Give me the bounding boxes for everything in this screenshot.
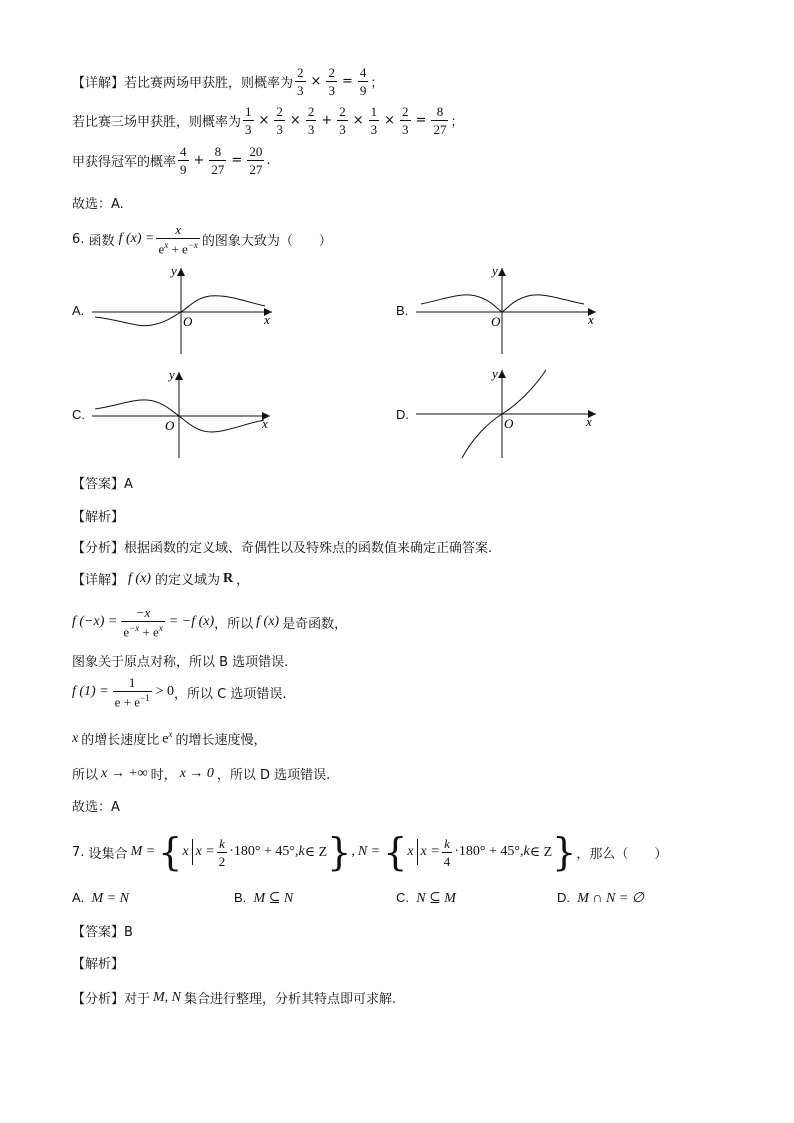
question-7: 7. 设集合 M = { x x = $\frac{k}{2}$ ·180° + 45°, k ∈ Z } , N = { x x = $\frac{k}{4}$ ·180° + 45°, k ∈ Z } ，那么（ ） — [72, 830, 668, 874]
sym-line: 图象关于原点对称，所以 B 选项错误. — [72, 655, 289, 670]
graph-option-b[interactable] — [416, 262, 606, 356]
option-c-label[interactable]: C. — [72, 407, 85, 422]
limit-line: 所以 x → +∞ 时， x → 0 ，所以 D 选项错误. — [72, 765, 331, 783]
svg-text:O: O — [165, 418, 175, 433]
question-6: 6. 函数 f (x) = $\frac{x}{e^x + e^{-x}}$ 的图象大致为（ ） — [72, 222, 332, 257]
answer-7: 【答案】B — [72, 925, 133, 940]
detail-line-1: 【详解】 若比赛两场甲获胜，则概率为 $\frac{2}{3}$ × $\frac{2}{3}$ = $\frac{4}{9}$ ； — [72, 65, 384, 98]
fenxi-6: 【分析】根据函数的定义域、奇偶性以及特殊点的函数值来确定正确答案. — [72, 541, 493, 556]
xiangjie-6: 【详解】 f (x) 的定义域为 R ， — [72, 570, 250, 588]
graph-option-a[interactable] — [92, 262, 282, 356]
q7-option-d[interactable]: D. M ∩ N = ∅ — [557, 890, 644, 906]
svg-text:x: x — [588, 312, 594, 327]
odd-line: f (−x) = $\frac{-x}{e^{-x} + e^x}$ = −f (x) ，所以 f (x) 是奇函数， — [72, 605, 348, 640]
fraction: $\frac{2}{3}$ — [328, 65, 335, 98]
q7-option-a[interactable]: A. M = N — [72, 890, 129, 906]
svg-text:O: O — [491, 314, 501, 329]
option-a-label[interactable]: A. — [72, 303, 85, 318]
analysis-7: 【解析】 — [72, 957, 125, 972]
fraction: $\frac{2}{3}$ — [297, 65, 304, 98]
fraction: $\frac{x}{e^x + e^{-x}}$ — [158, 222, 198, 257]
fraction: $\frac{4}{9}$ — [359, 65, 367, 98]
choice-line: 故选：A. — [72, 197, 124, 212]
svg-text:y: y — [169, 367, 175, 382]
q7-option-c[interactable]: C. N ⊆ M — [396, 890, 456, 906]
choice-6: 故选：A — [72, 800, 120, 815]
q7-option-b[interactable]: B. M ⊆ N — [234, 890, 294, 906]
option-d-label[interactable]: D. — [396, 407, 409, 422]
svg-text:O: O — [183, 314, 193, 329]
detail-line-2: 若比赛三场甲获胜，则概率为 $\frac{1}{3}$ × $\frac{2}{3}$ × $\frac{2}{3}$ + $\frac{2}{3}$ × $\frac{1}{3}$ × $\frac{2}{3}$ = $\frac{8}{27}$ ； — [72, 104, 464, 137]
svg-text:y: y — [492, 263, 498, 278]
graph-option-c[interactable] — [92, 366, 282, 460]
graph-option-d[interactable] — [416, 366, 606, 460]
growth-line: x 的增长速度比 $e^x$ 的增长速度慢， — [72, 729, 267, 748]
svg-text:y: y — [171, 263, 177, 278]
detail-line-3: 甲获得冠军的概率 $\frac{4}{9}$ + $\frac{8}{27}$ = $\frac{20}{27}$ . — [72, 144, 271, 177]
svg-text:x: x — [264, 312, 270, 327]
fenxi-7: 【分析】对于 M, N 集合进行整理，分析其特点即可求解. — [72, 989, 397, 1007]
svg-text:x: x — [262, 416, 268, 431]
f1-line: f (1) = $\frac{1}{e + e^{-1}}$ > 0 ，所以 C 选项错误. — [72, 675, 287, 710]
analysis-6: 【解析】 — [72, 510, 125, 525]
svg-text:O: O — [504, 416, 514, 431]
answer-6: 【答案】A — [72, 477, 133, 492]
svg-text:x: x — [586, 414, 592, 429]
svg-text:y: y — [492, 366, 498, 381]
option-b-label[interactable]: B. — [396, 303, 409, 318]
